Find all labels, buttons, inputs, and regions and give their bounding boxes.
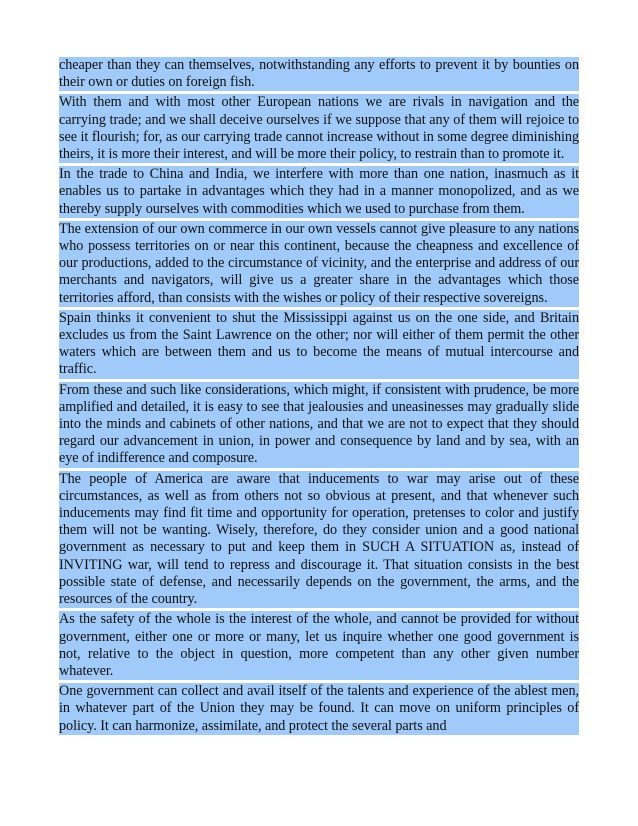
paragraph-7: The people of America are aware that inducements to war may arise out of these circumstances, as well as from others not so obvious at present, and that whenever such inducements may find fit time and opportunity for operation, pretenses to color and justify them will not be wanting. Wisely, therefore, do they consider union and a good national government as necessary to put and keep them in SUCH A SITUATION as, instead of INVITING war, will tend to repress and discourage it. That situation consists in the best possible state of defense, and necessarily depends on the government, the arms, and the resources of the country.: [59, 470, 579, 608]
paragraph-4: The extension of our own commerce in our own vessels cannot give pleasure to any nations who possess territories on or near this continent, because the cheapness and excellence of our productions, added to the circumstance of vicinity, and the enterprise and address of our merchants and navigators, will give us a greater share in the advantages which those territories afford, than consists with the wishes or policy of their respective sovereigns.: [59, 220, 579, 306]
paragraph-6: From these and such like considerations, which might, if consistent with prudence, be more amplified and detailed, it is easy to see that jealousies and uneasinesses may gradually slide into the minds and cabinets of other nations, and that we are not to expect that they should regard our advancement in union, in power and consequence by land and by sea, with an eye of indifference and composure.: [59, 381, 579, 467]
paragraph-5: Spain thinks it convenient to shut the Mississippi against us on the one side, and Britain excludes us from the Saint Lawrence on the other; nor will either of them permit the other waters which are between them and us to become the means of mutual intercourse and traffic.: [59, 309, 579, 378]
paragraph-8: As the safety of the whole is the interest of the whole, and cannot be provided for without government, either one or more or many, let us inquire whether one good government is not, relative to the object in question, more competent than any other given number whatever.: [59, 611, 579, 679]
text-column: [59, 57, 579, 735]
paragraph-2: With them and with most other European nations we are rivals in navigation and the carrying trade; and we shall deceive ourselves if we suppose that any of them will rejoice to see it flourish; for, as our carrying trade cannot increase without in some degree diminishing theirs, it is more their interest, and will be more their policy, to restrain than to promote it.: [59, 94, 579, 163]
paragraph-3: In the trade to China and India, we interfere with more than one nation, inasmuch as it enables us to partake in advantages which they had in a manner monopolized, and as we thereby supply ourselves with commodities which we used to purchase from them.: [59, 166, 579, 217]
paragraph-9: One government can collect and avail itself of the talents and experience of the ablest men, in whatever part of the Union they may be found. It can move on uniform principles of policy. It can harmonize, assimilate, and protect the several parts and: [59, 683, 579, 734]
paragraph-1: cheaper than they can themselves, notwithstanding any efforts to prevent it by bounties on their own or duties on foreign fish.: [59, 57, 579, 91]
